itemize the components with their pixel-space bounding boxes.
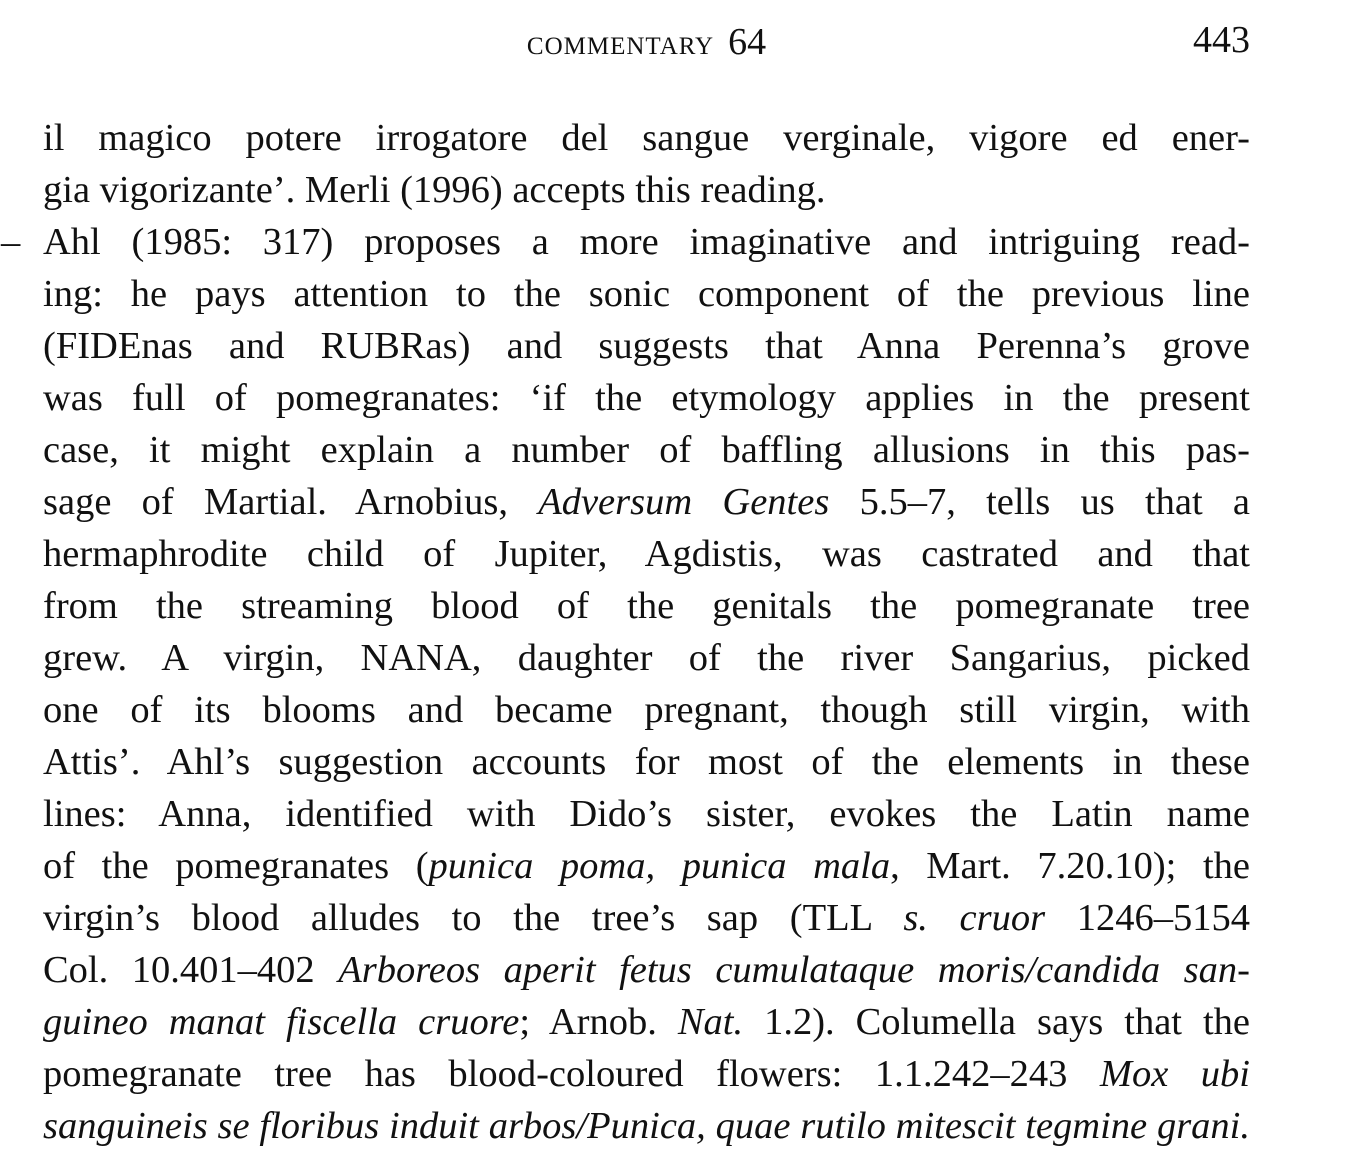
italic-quote: Mox ubi <box>1099 1053 1251 1095</box>
italic-quote: guineo manat fiscella cruore <box>43 1001 520 1043</box>
running-head <box>43 20 1250 64</box>
text-line <box>43 840 1250 892</box>
text-line: ing: he pays attention to the sonic component of the previous line <box>43 273 1250 315</box>
text-line-with-dash <box>1 216 1250 268</box>
text-line: hermaphrodite child of Jupiter, Agdistis, was castrated and that <box>43 533 1250 575</box>
text-segment: Col. 10.401–402 <box>43 949 339 991</box>
text-line: lines: Anna, identified with Dido’s sister, evokes the Latin name <box>43 793 1250 835</box>
italic-title: Adversum Gentes <box>538 481 830 523</box>
text-line: case, it might explain a number of baffling allusions in this pas- <box>43 429 1250 471</box>
text-line: il magico potere irrogatore del sangue verginale, vigore ed ener- <box>43 117 1250 159</box>
italic-term: s. cruor <box>903 897 1046 939</box>
page-number: 443 <box>1193 19 1250 61</box>
text-segment: ; Arnob. <box>519 1001 678 1043</box>
text-segment: 5.5–7, tells us that a <box>829 481 1251 523</box>
text-segment: virgin’s blood alludes to the tree’s sap (TLL <box>43 897 904 939</box>
text-segment: sage of Martial. Arnobius, <box>43 481 539 523</box>
text-segment: 1246–5154 <box>1045 897 1250 939</box>
text-line <box>43 892 1250 944</box>
text-line: was full of pomegranates: ‘if the etymology applies in the present <box>43 377 1250 419</box>
text-segment: , Mart. 7.20.10); the <box>890 845 1251 887</box>
italic-quote: sanguineis se floribus induit arbos/Punica, quae rutilo mitescit tegmine grani. <box>43 1105 1250 1147</box>
text-segment: 1.2). Columella says that the <box>743 1001 1250 1043</box>
text-line: (FIDEnas and RUBRas) and suggests that Anna Perenna’s grove <box>43 325 1250 367</box>
text-segment: of the pomegranates ( <box>43 845 429 887</box>
commentary-body <box>1 112 1251 1152</box>
text-line: from the streaming blood of the genitals the pomegranate tree <box>43 585 1250 627</box>
text-line: Ahl (1985: 317) proposes a more imaginative and intriguing read- <box>43 221 1250 263</box>
running-head-label: commentary <box>526 22 715 62</box>
text-segment: pomegranate tree has blood-coloured flowers: 1.1.242–243 <box>43 1053 1100 1095</box>
running-header <box>43 14 1250 64</box>
text-line <box>43 1100 1250 1152</box>
text-line <box>43 944 1250 996</box>
text-line: one of its blooms and became pregnant, though still virgin, with <box>43 689 1250 731</box>
italic-title: Nat. <box>677 1001 744 1043</box>
text-line <box>43 476 1250 528</box>
text-line <box>43 996 1250 1048</box>
italic-quote: Arboreos aperit fetus cumulataque moris/candida san- <box>338 949 1250 991</box>
text-line <box>43 1048 1250 1100</box>
text-line: gia vigorizante’. Merli (1996) accepts this reading. <box>43 169 826 211</box>
list-dash: – <box>1 221 21 263</box>
text-line: grew. A virgin, NANA, daughter of the river Sangarius, picked <box>43 637 1250 679</box>
running-head-number: 64 <box>728 21 767 63</box>
italic-quote: punica poma, punica mala <box>428 845 891 887</box>
text-line: Attis’. Ahl’s suggestion accounts for most of the elements in these <box>43 741 1250 783</box>
